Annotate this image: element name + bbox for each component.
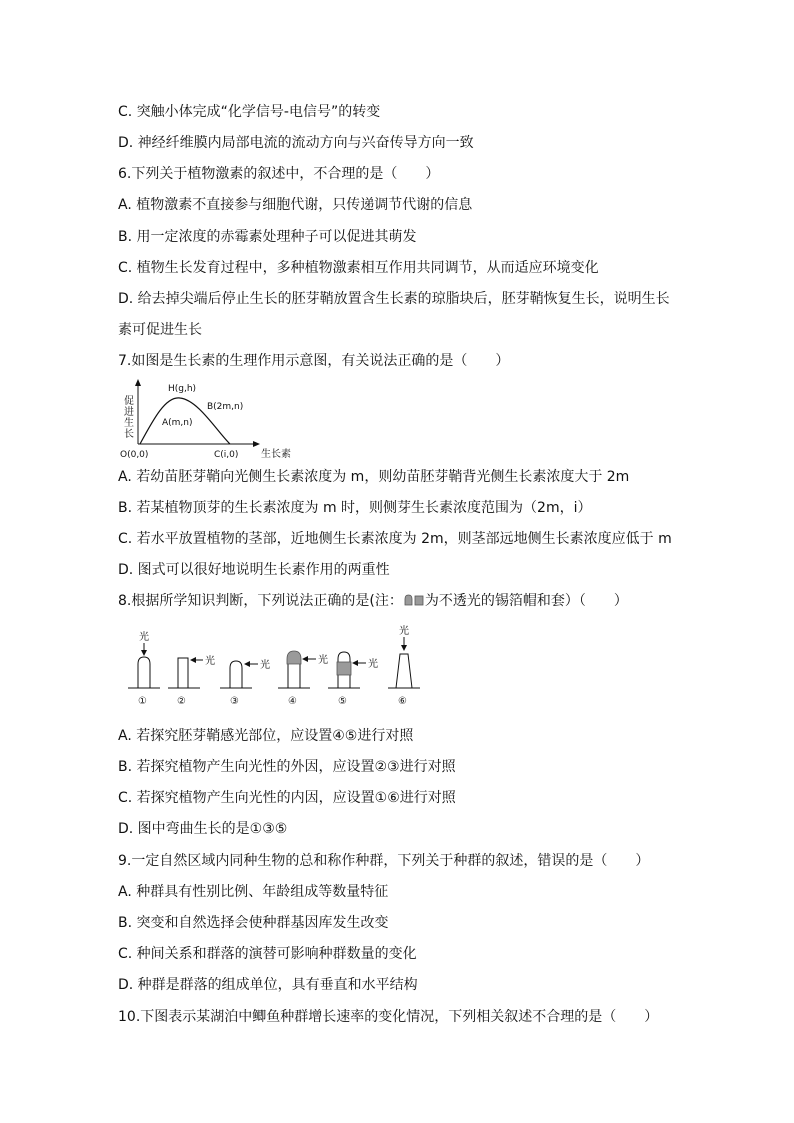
- option-c-q5: C. 突触小体完成“化学信号-电信号”的转变: [118, 104, 381, 120]
- svg-text:③: ③: [230, 696, 239, 707]
- question-8-prefix: 8.根据所学知识判断，下列说法正确的是(注：: [118, 593, 403, 609]
- option-d-q6: D. 给去掉尖端后停止生长的胚芽鞘放置含生长素的琼脂块后，胚芽鞘恢复生长，说明生长: [118, 291, 670, 307]
- option-d-q5: D. 神经纤维膜内局部电流的流动方向与兴奋传导方向一致: [118, 135, 474, 151]
- setup-4: [278, 651, 328, 707]
- point-c-label: C(i,0): [214, 450, 239, 460]
- point-h-label: H(g,h): [168, 384, 197, 394]
- option-d-q6-cont: 素可促进生长: [118, 322, 202, 338]
- option-c-q7: C. 若水平放置植物的茎部，近地侧生长素浓度为 2m，则茎部远地侧生长素浓度应低于 m: [118, 531, 672, 547]
- svg-text:光: 光: [399, 626, 409, 637]
- point-a-label: A(m,n): [162, 418, 193, 428]
- option-b-q7: B. 若某植物顶芽的生长素浓度为 m 时，则侧芽生长素浓度范围为（2m，i）: [118, 500, 592, 516]
- option-a-q9: A. 种群具有性别比例、年龄组成等数量特征: [118, 884, 389, 900]
- svg-text:光: 光: [260, 660, 270, 671]
- setup-3: [220, 658, 270, 707]
- question-8-suffix: 为不透光的锡箔帽和套）（ ）: [424, 593, 628, 609]
- option-b-q9: B. 突变和自然选择会使种群基因库发生改变: [118, 915, 389, 931]
- svg-text:⑥: ⑥: [398, 696, 407, 707]
- point-b-label: B(2m,n): [207, 402, 244, 412]
- setup-1: [128, 630, 160, 707]
- auxin-curve-figure: [118, 378, 318, 460]
- question-10: 10.下图表示某湖泊中鲫鱼种群增长速率的变化情况，下列相关叙述不合理的是（ ）: [118, 1009, 659, 1025]
- setup-2: [168, 654, 215, 707]
- option-a-q6: A. 植物激素不直接参与细胞代谢，只传递调节代谢的信息: [118, 197, 473, 213]
- y-axis-label-1: 促: [124, 396, 134, 407]
- question-9: 9.一定自然区域内同种生物的总和称作种群，下列关于种群的叙述，错误的是（ ）: [118, 853, 650, 869]
- svg-text:光: 光: [318, 655, 328, 666]
- option-d-q9: D. 种群是群落的组成单位，具有垂直和水平结构: [118, 977, 418, 993]
- svg-text:①: ①: [138, 696, 147, 707]
- option-d-q8: D. 图中弯曲生长的是①③⑤: [118, 821, 288, 837]
- option-b-q6: B. 用一定浓度的赤霉素处理种子可以促进其萌发: [118, 229, 417, 245]
- option-c-q6: C. 植物生长发育过程中，多种植物激素相互作用共同调节，从而适应环境变化: [118, 260, 599, 276]
- option-a-q8: A. 若探究胚芽鞘感光部位，应设置④⑤进行对照: [118, 728, 414, 744]
- svg-text:光: 光: [139, 632, 149, 643]
- option-d-q7: D. 图式可以很好地说明生长素作用的两重性: [118, 562, 390, 578]
- foil-cap: [287, 651, 301, 664]
- question-6: 6.下列关于植物激素的叙述中，不合理的是（ ）: [118, 166, 440, 182]
- option-b-q8: B. 若探究植物产生向光性的外因，应设置②③进行对照: [118, 759, 456, 775]
- x-axis-label: 生长素: [261, 449, 291, 460]
- svg-text:⑤: ⑤: [338, 696, 347, 707]
- y-axis-label-2: 进: [124, 407, 134, 418]
- y-axis-arrow: [135, 379, 141, 386]
- question-7: 7.如图是生长素的生理作用示意图，有关说法正确的是（ ）: [118, 353, 510, 369]
- option-c-q9: C. 种间关系和群落的演替可影响种群数量的变化: [118, 946, 417, 962]
- svg-text:②: ②: [177, 696, 186, 707]
- y-axis-label-4: 长: [124, 429, 134, 440]
- setup-6: [388, 624, 420, 707]
- svg-text:光: 光: [368, 659, 378, 670]
- y-axis-label-3: 生: [124, 418, 134, 429]
- setup-5: [328, 652, 378, 707]
- question-8: [118, 592, 688, 610]
- coleoptile-setups-figure: [118, 622, 428, 714]
- foil-cap-and-sleeve-icon: [404, 594, 424, 606]
- x-axis-arrow: [253, 441, 260, 447]
- svg-text:④: ④: [288, 696, 297, 707]
- option-a-q7: A. 若幼苗胚芽鞘向光侧生长素浓度为 m，则幼苗胚芽鞘背光侧生长素浓度大于 2m: [118, 469, 630, 485]
- option-c-q8: C. 若探究植物产生向光性的内因，应设置①⑥进行对照: [118, 790, 456, 806]
- origin-label: O(0,0): [120, 450, 149, 460]
- svg-text:光: 光: [205, 656, 215, 667]
- foil-sleeve: [337, 662, 351, 675]
